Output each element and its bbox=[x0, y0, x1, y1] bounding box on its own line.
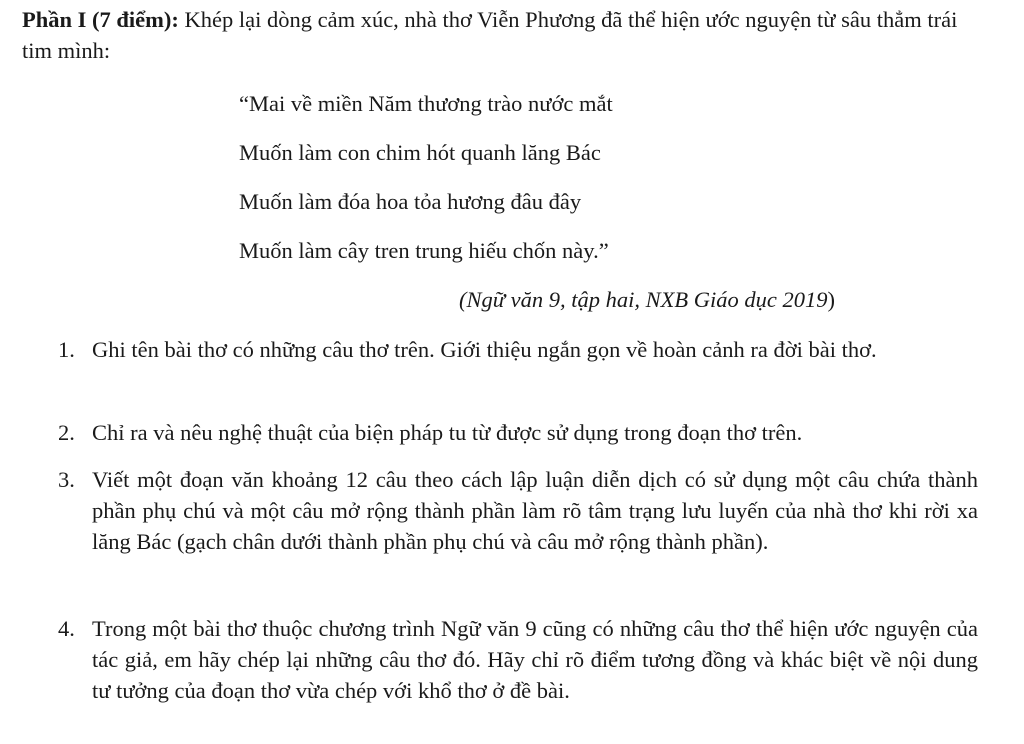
source-text: Ngữ văn 9, tập hai, NXB Giáo dục 2019 bbox=[466, 287, 828, 312]
source-open-paren: ( bbox=[459, 287, 467, 312]
source-close-paren: ) bbox=[827, 287, 835, 312]
question-number: 3. bbox=[58, 467, 75, 492]
section-label: Phần I (7 điểm): bbox=[22, 7, 179, 32]
question-4 bbox=[58, 613, 978, 706]
question-3 bbox=[58, 464, 978, 557]
poem-block bbox=[239, 88, 613, 284]
poem-source bbox=[459, 284, 835, 315]
poem-line-2: Muốn làm con chim hót quanh lăng Bác bbox=[239, 140, 601, 165]
section-intro bbox=[22, 4, 992, 66]
question-number: 2. bbox=[58, 420, 75, 445]
question-text: Trong một bài thơ thuộc chương trình Ngữ văn 9 cũng có những câu thơ thể hiện ước nguyện của tác giả, em hãy chép lại những câu thơ đó. Hãy chỉ rõ điểm tương đồng và khác biệt về nội dung tư tưởng của đoạn thơ vừa chép với khổ thơ ở đề bài. bbox=[92, 616, 978, 703]
section-intro-text: Khép lại dòng cảm xúc, nhà thơ Viễn Phương đã thể hiện ước nguyện từ sâu thẳm trái tim mình: bbox=[22, 7, 958, 63]
poem-line-3: Muốn làm đóa hoa tỏa hương đâu đây bbox=[239, 189, 582, 214]
poem-line-1: “Mai về miền Năm thương trào nước mắt bbox=[239, 91, 613, 116]
question-text: Viết một đoạn văn khoảng 12 câu theo cách lập luận diễn dịch có sử dụng một câu chứa thành phần phụ chú và một câu mở rộng thành phần làm rõ tâm trạng lưu luyến của nhà thơ khi rời xa lăng Bác (gạch chân dưới thành phần phụ chú và câu mở rộng thành phần). bbox=[92, 467, 978, 554]
question-number: 4. bbox=[58, 616, 75, 641]
poem-line-4: Muốn làm cây tren trung hiếu chốn này.” bbox=[239, 238, 609, 263]
question-text: Ghi tên bài thơ có những câu thơ trên. Giới thiệu ngắn gọn về hoàn cảnh ra đời bài thơ. bbox=[92, 337, 877, 362]
question-number: 1. bbox=[58, 337, 75, 362]
question-text: Chỉ ra và nêu nghệ thuật của biện pháp tu từ được sử dụng trong đoạn thơ trên. bbox=[92, 420, 803, 445]
question-2 bbox=[58, 417, 978, 448]
question-1 bbox=[58, 334, 978, 365]
